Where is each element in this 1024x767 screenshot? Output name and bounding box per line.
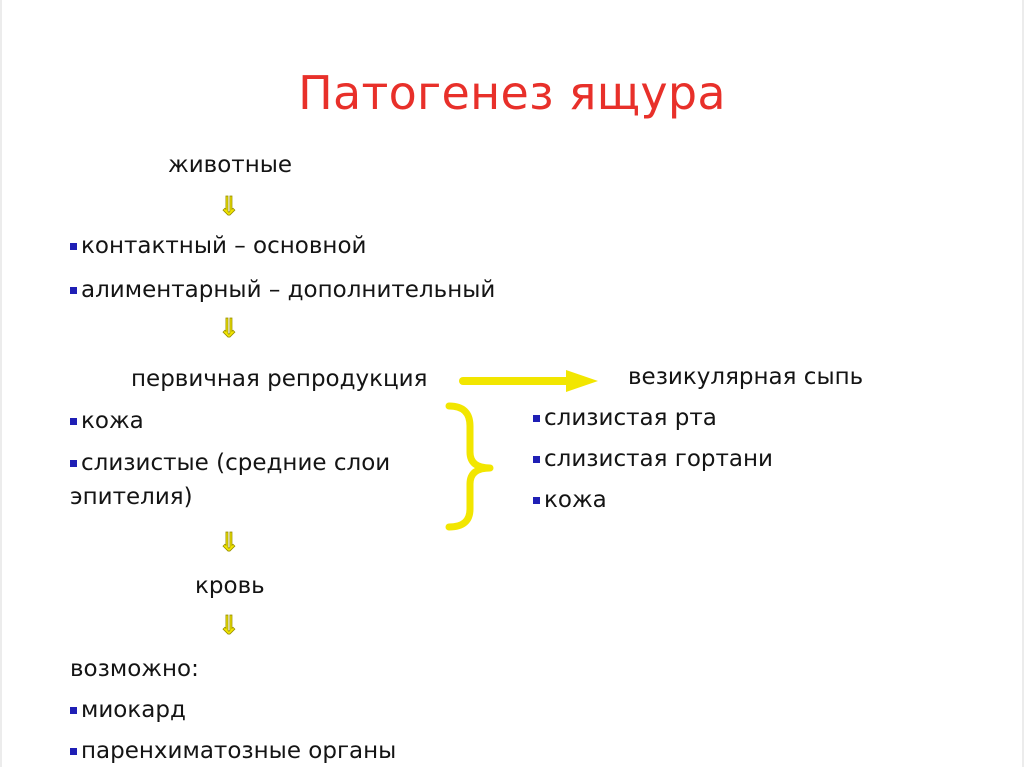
down-arrow-icon-1: ⇓	[218, 192, 240, 222]
vesicular-item-mouth: слизистая рта	[533, 403, 717, 433]
primary-item-mucosa: слизистые (средние слои	[70, 448, 390, 478]
primary-reproduction-heading: первичная репродукция	[131, 366, 428, 392]
vesicular-item-skin: кожа	[533, 485, 607, 515]
curly-brace-icon	[449, 406, 490, 527]
primary-item-skin: кожа	[70, 406, 144, 436]
possible-heading: возможно:	[70, 656, 199, 682]
route-item-alimentary: алиментарный – дополнительный	[70, 275, 495, 305]
vesicular-rash-heading: везикулярная сыпь	[628, 364, 864, 390]
page-title: Патогенез ящура	[298, 66, 726, 120]
blood-label: кровь	[195, 573, 265, 599]
right-arrow-icon	[463, 370, 598, 392]
down-arrow-icon-4: ⇓	[218, 611, 240, 641]
possible-item-myocardium: миокард	[70, 695, 186, 725]
down-arrow-icon-2: ⇓	[218, 314, 240, 344]
primary-item-mucosa-cont: эпителия)	[70, 484, 193, 510]
route-item-contact: контактный – основной	[70, 231, 367, 261]
vesicular-item-larynx: слизистая гортани	[533, 444, 773, 474]
down-arrow-icon-3: ⇓	[218, 528, 240, 558]
possible-item-organs: паренхиматозные органы	[70, 736, 396, 766]
animals-label: животные	[168, 152, 293, 178]
